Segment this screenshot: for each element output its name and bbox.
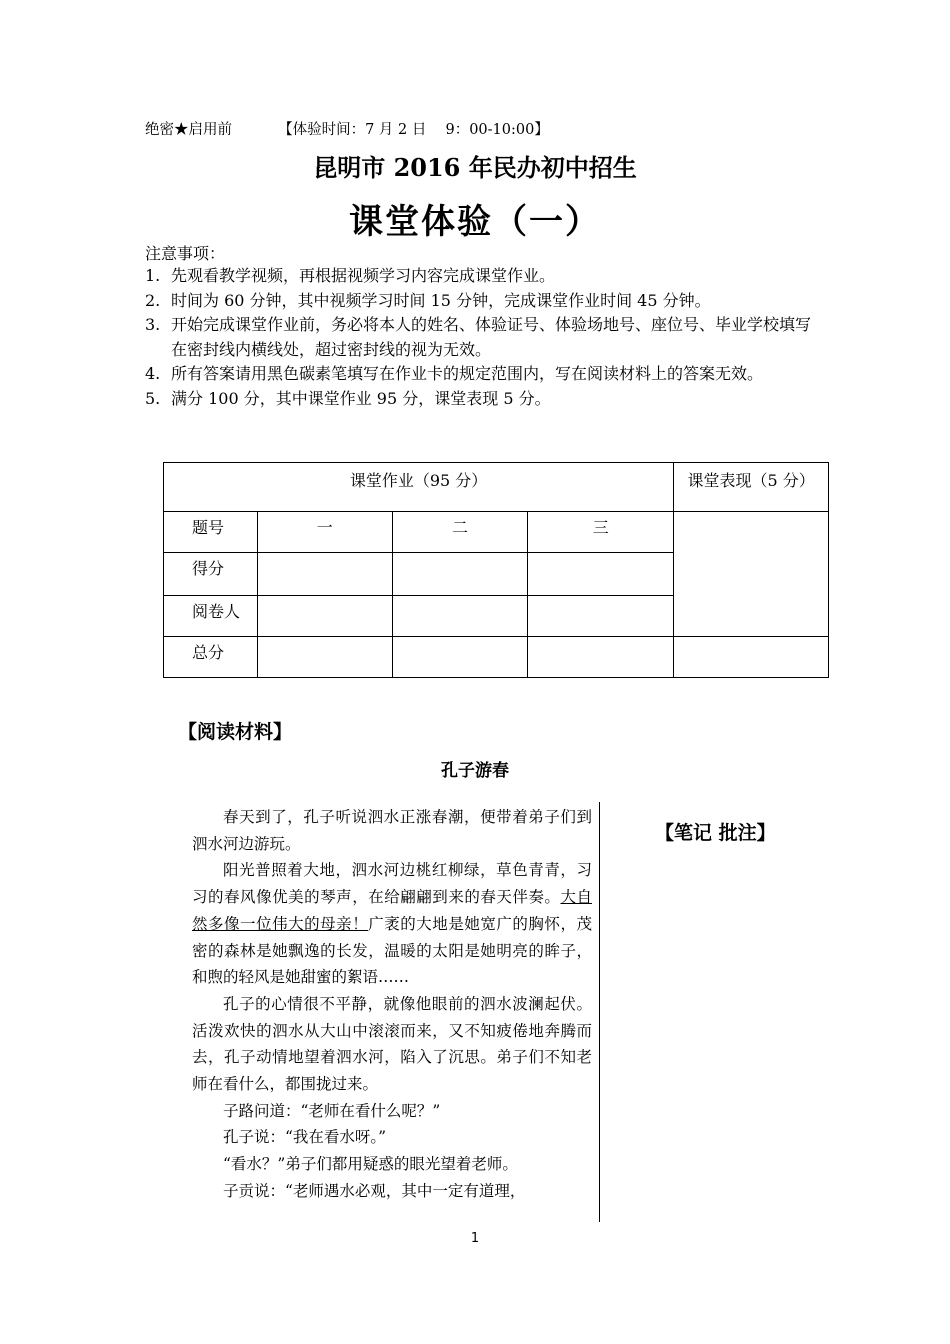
note-text: 满分 100 分，其中课堂作业 95 分，课堂表现 5 分。 <box>171 388 551 408</box>
grader-cell <box>392 596 528 637</box>
row-label-score: 得分 <box>164 553 258 596</box>
grader-cell <box>257 596 392 637</box>
reading-section-heading: 【阅读材料】 <box>178 721 293 743</box>
score-table <box>163 462 829 678</box>
note-text: 时间为 60 分钟，其中视频学习时间 15 分钟，完成课堂作业时间 45 分钟。 <box>171 290 711 310</box>
total-cell <box>257 637 392 678</box>
note-item <box>145 289 825 314</box>
reading-paragraph: 春天到了，孔子听说泗水正涨春潮，便带着弟子们到泗水河边游玩。 <box>192 808 592 853</box>
note-number: 2. <box>145 290 161 310</box>
total-cell <box>392 637 528 678</box>
row-label-total: 总分 <box>164 637 258 678</box>
note-number: 5. <box>145 388 161 408</box>
note-text: 开始完成课堂作业前，务必将本人的姓名、体验证号、体验场地号、座位号、毕业学校填写在密封线内横线处，超过密封线的视为无效。 <box>171 315 812 359</box>
main-title: 昆明市 2016 年民办初中招生 <box>313 153 637 182</box>
story-title: 孔子游春 <box>441 761 509 781</box>
row-label-question: 题号 <box>164 512 258 553</box>
reading-paragraph: 子路问道：“老师在看什么呢？” <box>223 1101 441 1120</box>
note-number: 1. <box>145 266 161 285</box>
reading-text <box>192 804 592 1205</box>
sub-title: 课堂体验（一） <box>349 202 601 242</box>
notes-heading: 注意事项： <box>145 244 226 263</box>
column-header-1: 一 <box>257 512 392 553</box>
exam-time: 【体验时间：7 月 2 日 9：00-10:00】 <box>278 122 549 138</box>
note-number: 3. <box>145 315 161 334</box>
notes-list <box>145 264 825 411</box>
note-number: 4. <box>145 364 161 383</box>
notes-annotation-label: 【笔记 批注】 <box>655 822 776 844</box>
performance-header: 课堂表现（5 分） <box>674 463 829 512</box>
total-cell <box>674 637 829 678</box>
column-header-3: 三 <box>528 512 674 553</box>
score-cell <box>257 553 392 596</box>
reading-paragraph: 阳光普照着大地，泗水河边桃红柳绿，草色青青，习习的春风像优美的琴声，在给翩翩到来的春天伴奏。大自然多像一位伟大的母亲！广袤的大地是她宽广的胸怀，茂密的森林是她飘逸的长发，温暖的太阳是她明亮的眸子，和煦的轻风是她甜蜜的絮语…… <box>192 861 592 987</box>
reading-paragraph: 孔子说：“我在看水呀。” <box>223 1128 387 1147</box>
reading-paragraph: “看水？”弟子们都用疑惑的眼光望着老师。 <box>223 1155 518 1174</box>
page-number: 1 <box>470 1231 480 1246</box>
row-label-grader: 阅卷人 <box>164 596 258 637</box>
header-line <box>145 118 549 139</box>
note-item <box>145 387 825 412</box>
underlined-sentence: 大自然多像一位伟大的母亲！ <box>192 888 592 933</box>
score-cell <box>392 553 528 596</box>
score-cell <box>528 553 674 596</box>
performance-score-cell <box>674 512 829 637</box>
grader-cell <box>528 596 674 637</box>
note-item <box>145 264 825 289</box>
note-item <box>145 362 825 387</box>
reading-paragraph: 子贡说：“老师遇水必观，其中一定有道理， <box>223 1181 526 1200</box>
note-text: 先观看教学视频，再根据视频学习内容完成课堂作业。 <box>171 266 556 285</box>
divider-line <box>599 802 600 1222</box>
note-text: 所有答案请用黑色碳素笔填写在作业卡的规定范围内，写在阅读材料上的答案无效。 <box>171 364 764 383</box>
total-cell <box>528 637 674 678</box>
secret-label: 绝密★启用前 <box>145 122 232 138</box>
column-header-2: 二 <box>392 512 528 553</box>
note-item <box>145 313 825 362</box>
homework-header: 课堂作业（95 分） <box>164 463 674 512</box>
reading-paragraph: 孔子的心情很不平静，就像他眼前的泗水波澜起伏。活泼欢快的泗水从大山中滚滚而来，又不知疲倦地奔腾而去，孔子动情地望着泗水河，陷入了沉思。弟子们不知老师在看什么，都围拢过来。 <box>192 994 592 1094</box>
